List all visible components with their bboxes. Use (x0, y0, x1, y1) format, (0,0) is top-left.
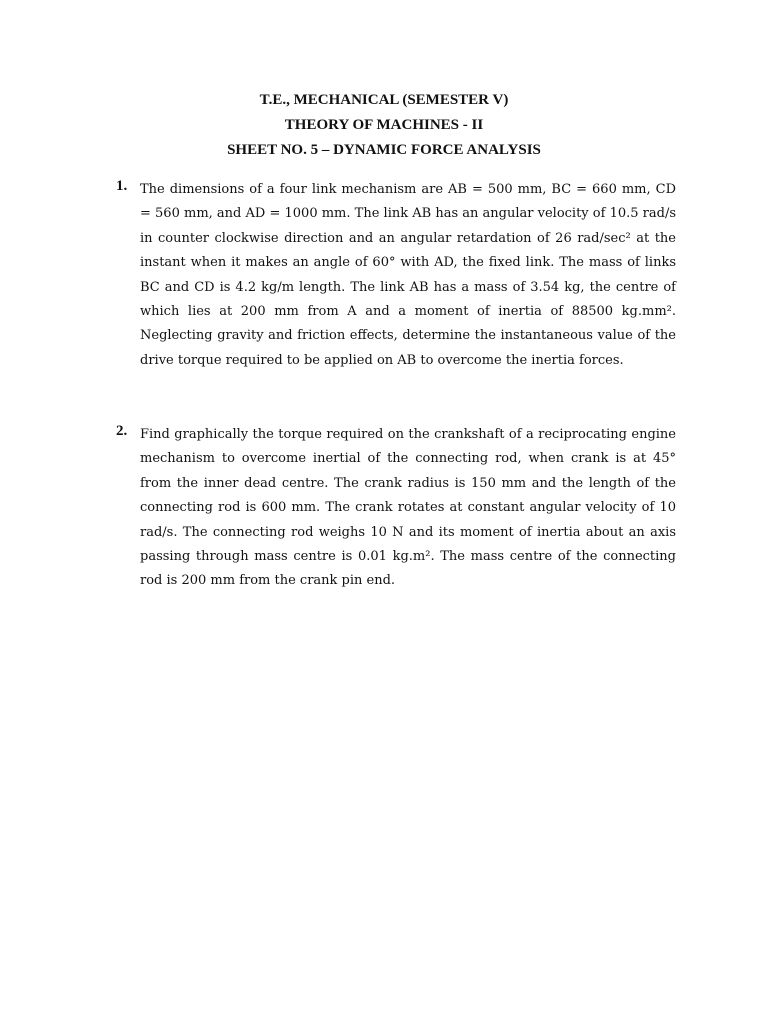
subject-title: THEORY OF MACHINES - II (284, 117, 484, 133)
question-1 (116, 178, 676, 373)
question-number: 1. (116, 178, 128, 194)
question-2 (116, 423, 676, 594)
question-text: Find graphically the torque required on the crankshaft of a reciprocating engine mechanism to overcome inertial of the connecting rod, when crank is at 45° from the inner dead centre. The crank radius is 150 mm and the length of the connecting rod is 600 mm. The crank rotates at constant angular velocity of 10 rad/s. The connecting rod weighs 10 N and its moment of inertia about an axis passing through mass centre is 0.01 kg.m². The mass centre of the connecting rod is 200 mm from the crank pin end. (140, 427, 676, 589)
sheet-title: SHEET NO. 5 – DYNAMIC FORCE ANALYSIS (227, 142, 541, 158)
course-title: T.E., MECHANICAL (SEMESTER V) (259, 92, 509, 108)
question-text: The dimensions of a four link mechanism are AB = 500 mm, BC = 660 mm, CD = 560 mm, and AD = 1000 mm. The link AB has an angular velocity of 10.5 rad/s in counter clockwise direction and an angular retardation of 26 rad/sec² at the instant when it makes an angle of 60° with AD, the fixed link. The mass of links BC and CD is 4.2 kg/m length. The link AB has a mass of 3.54 kg, the centre of which lies at 200 mm from A and a moment of inertia of 88500 kg.mm². Neglecting gravity and friction effects, determine the instantaneous value of the drive torque required to be applied on AB to overcome the inertia forces. (140, 182, 676, 368)
question-number: 2. (116, 423, 128, 439)
